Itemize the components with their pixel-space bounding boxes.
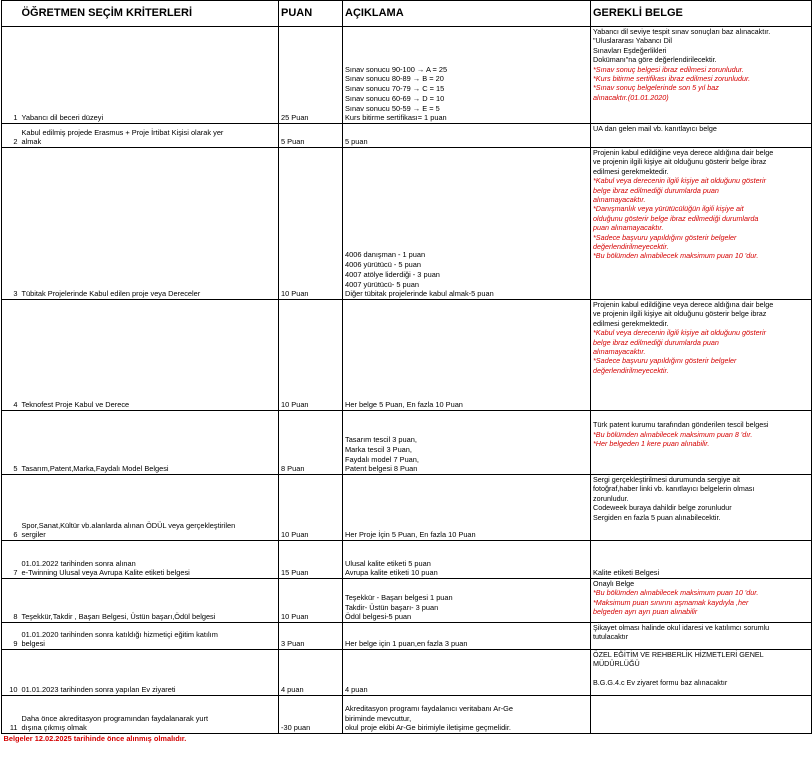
document-cell [591, 300, 812, 411]
document-cell [591, 475, 812, 541]
cell-line: 4006 danışman - 1 puan [345, 250, 426, 260]
document-line: Sergi gerçekleştirilmesi durumunda sergiye ait [593, 475, 741, 484]
description-cell [343, 579, 591, 623]
document-line: Yabancı dil seviye tespit sınav sonuçları baz alınacaktır. [593, 27, 771, 36]
cell-line: Patent belgesi 8 Puan [345, 464, 418, 474]
description-cell [343, 148, 591, 300]
document-line [593, 411, 809, 420]
cell-line: 01.01.2023 tarihinden sonra yapılan Ev ziyareti [21, 685, 176, 695]
description-cell [343, 696, 591, 734]
document-cell [591, 623, 812, 650]
document-line [593, 669, 809, 678]
row-number: 11 [2, 696, 20, 734]
document-line: Kalite etiketi Belgesi [593, 568, 660, 578]
document-line: Sergiden en fazla 5 puan alınabilecektir. [593, 512, 721, 522]
table-row [2, 650, 812, 696]
note-line: *Her belgeden 1 kere puan alınabilir. [593, 439, 710, 449]
document-line: Sınavları Eşdeğerlikleri [593, 45, 667, 55]
note-line: belge ibraz edilmediği durumlarda puan [593, 185, 719, 195]
note-line: *Sınav sonuç belgelerinde son 5 yıl baz [593, 83, 719, 93]
table-row [2, 124, 812, 148]
document-line: ve projenin ilgili kişiye ait olduğunu gösterir belge ibraz [593, 157, 767, 167]
cell-line: Ödül belgesi-5 puan [345, 612, 412, 622]
cell-line: Avrupa kalite etiketi 10 puan [345, 568, 438, 578]
document-line: Onaylı Belge [593, 579, 635, 588]
criteria-cell [20, 27, 279, 124]
footer-row [2, 734, 812, 746]
table-row [2, 148, 812, 300]
document-cell [591, 696, 812, 734]
cell-line: Yabancı dil beceri düzeyi [21, 113, 104, 123]
cell-line: okul proje ekibi Ar-Ge birimiyle iletişime geçmelidir. [345, 723, 511, 733]
header-number [2, 1, 20, 27]
cell-line: sergiler [21, 530, 46, 540]
table-row [2, 300, 812, 411]
cell-line: Akreditasyon programı faydalanıcı veritabanı Ar-Ge [345, 703, 514, 713]
document-line: zorunludur. [593, 493, 629, 503]
note-line: *Sınav sonuç belgesi ibraz edilmesi zorunludur. [593, 64, 744, 74]
note-line: belge ibraz edilmediği durumlarda puan [593, 337, 719, 347]
note-line: *Bu bölümden alınabilecek maksimum puan 8 'dır. [593, 429, 753, 439]
document-line: ÖZEL EĞİTİM VE REHBERLİK HİZMETLERİ GENEL [593, 650, 764, 659]
points-cell: 25 Puan [279, 27, 343, 124]
description-cell [343, 27, 591, 124]
document-line: MÜDÜRLÜĞÜ [593, 659, 640, 669]
cell-line: Sınav sonucu 60-69 → D = 10 [345, 93, 445, 103]
cell-line: belgesi [21, 639, 45, 649]
note-line: *Danışmanlık veya yürütücülüğün ilgili kişiye ait [593, 204, 744, 214]
document-line: Şikayet olması halinde okul idaresi ve katılımcı sorumlu [593, 623, 770, 632]
criteria-cell [20, 650, 279, 696]
table-row [2, 579, 812, 623]
row-number: 3 [2, 148, 20, 300]
table-row [2, 411, 812, 475]
description-cell [343, 124, 591, 148]
row-number: 8 [2, 579, 20, 623]
cell-line: Teknofest Proje Kabul ve Derece [21, 400, 130, 410]
document-line: Codeweek buraya dahildir belge zorunludur [593, 503, 732, 513]
cell-line: 4007 yürütücü- 5 puan [345, 279, 419, 289]
cell-line: Tasarım tescil 3 puan, [345, 435, 417, 445]
points-cell: -30 puan [279, 696, 343, 734]
note-line: *Kurs bitirme sertifikası ibraz edilmesi zorunludur. [593, 74, 751, 84]
cell-line: Spor,Sanat,Kültür vb.alanlarda alınan ÖDÜL veya gerçekleştirilen [21, 520, 236, 530]
description-cell [343, 411, 591, 475]
document-cell [591, 579, 812, 623]
row-number: 1 [2, 27, 20, 124]
note-line: alınamayacaktır. [593, 347, 646, 357]
cell-line: 4 puan [345, 685, 368, 695]
cell-line: Tübitak Projelerinde Kabul edilen proje veya Dereceler [21, 289, 201, 299]
cell-line: Takdir- Üstün başarı- 3 puan [345, 602, 439, 612]
note-line: olduğunu gösterir belge ibraz edilmediği durumlarda [593, 213, 759, 223]
criteria-table [1, 0, 812, 745]
description-cell [343, 475, 591, 541]
cell-line: Teşekkür,Takdir , Başarı Belgesi, Üstün başarı,Ödül belgesi [21, 612, 216, 622]
cell-line: Diğer tübitak projelerinde kabul almak-5 puan [345, 289, 494, 299]
cell-line: Her belge için 1 puan,en fazla 3 puan [345, 639, 468, 649]
criteria-cell [20, 579, 279, 623]
note-line: puan alınamayacaktır. [593, 223, 664, 233]
document-line: Projenin kabul edildiğine veya derece aldığına dair belge [593, 300, 774, 309]
document-line: tutulacaktır [593, 632, 629, 642]
points-cell: 5 Puan [279, 124, 343, 148]
cell-line: e-Twinning Ulusal veya Avrupa Kalite etiketi belgesi [21, 568, 190, 578]
cell-line: Her Proje İçin 5 Puan, En fazla 10 Puan [345, 530, 476, 540]
note-line: *Bu bölümden alınabilecek maksimum puan 10 'dur. [593, 251, 759, 261]
document-cell [591, 148, 812, 300]
row-number: 5 [2, 411, 20, 475]
cell-line: Faydalı model 7 Puan, [345, 454, 419, 464]
note-line: *Bu bölümden alınabilecek maksimum puan 10 'dur. [593, 588, 759, 598]
document-line: Türk patent kurumu tarafından gönderilen tescil belgesi [593, 420, 769, 430]
points-cell: 8 Puan [279, 411, 343, 475]
points-cell: 15 Puan [279, 541, 343, 579]
note-line: *Kabul veya derecenin ilgili kişiye ait olduğunu gösterir [593, 176, 766, 186]
document-line: fotoğraf,haber linki vb. kanıtlayıcı belgelerin olması [593, 484, 755, 494]
footer-note: Belgeler 12.02.2025 tarihinde önce alınmış olmalıdır. [3, 734, 187, 743]
document-line: Dokümanı"na göre değerlendirilecektir. [593, 55, 717, 65]
cell-line: Daha önce akreditasyon programından faydalanarak yurt [21, 713, 209, 723]
note-line: alınacaktır.(01.01.2020) [593, 92, 669, 102]
header-criteria: ÖĞRETMEN SEÇİM KRİTERLERİ [20, 1, 279, 27]
points-cell: 10 Puan [279, 300, 343, 411]
description-cell [343, 541, 591, 579]
document-line: "Uluslararası Yabancı Dil [593, 36, 672, 46]
document-line: Projenin kabul edildiğine veya derece aldığına dair belge [593, 148, 774, 157]
cell-line: dışına çıkmış olmak [21, 723, 87, 733]
table-row [2, 27, 812, 124]
criteria-cell [20, 541, 279, 579]
note-line: değerlendirilmeyecektir. [593, 242, 669, 252]
header-points: PUAN [279, 1, 343, 27]
document-cell [591, 650, 812, 696]
header-row [2, 1, 812, 27]
header-document: GEREKLİ BELGE [591, 1, 812, 27]
document-cell [591, 541, 812, 579]
cell-line: Sınav sonucu 50-59 → E = 5 [345, 103, 440, 113]
description-cell [343, 300, 591, 411]
description-cell [343, 623, 591, 650]
cell-line: Ulusal kalite etiketi 5 puan [345, 558, 431, 568]
points-cell: 4 puan [279, 650, 343, 696]
cell-line: 5 puan [345, 137, 368, 147]
row-number: 4 [2, 300, 20, 411]
cell-line: Sınav sonucu 80-89 → B = 20 [345, 74, 444, 84]
row-number: 2 [2, 124, 20, 148]
table-row [2, 623, 812, 650]
document-line: UA dan gelen mail vb. kanıtlayıcı belge [593, 124, 717, 133]
document-cell [591, 411, 812, 475]
cell-line: 4007 atölye liderdiği - 3 puan [345, 269, 440, 279]
cell-line: biriminde mevcuttur, [345, 713, 412, 723]
cell-line: 4006 yürütücü - 5 puan [345, 260, 422, 270]
document-line: B.G.G.4.c Ev ziyaret formu baz alınacaktır [593, 678, 728, 688]
cell-line: Kurs bitirme sertifikası= 1 puan [345, 113, 447, 123]
table-row [2, 541, 812, 579]
points-cell: 10 Puan [279, 148, 343, 300]
table-row [2, 696, 812, 734]
criteria-cell [20, 623, 279, 650]
points-cell: 10 Puan [279, 475, 343, 541]
cell-line: almak [21, 137, 42, 147]
row-number: 10 [2, 650, 20, 696]
criteria-cell [20, 411, 279, 475]
cell-line: 01.01.2022 tarihinden sonra alınan [21, 558, 136, 568]
criteria-cell [20, 475, 279, 541]
criteria-cell [20, 300, 279, 411]
document-line: ve projenin ilgili kişiye ait olduğunu gösterir belge ibraz [593, 309, 767, 319]
criteria-cell [20, 124, 279, 148]
cell-line: Her belge 5 Puan, En fazla 10 Puan [345, 400, 463, 410]
row-number: 7 [2, 541, 20, 579]
note-line: değerlendirilmeyecektir. [593, 365, 669, 375]
document-cell [591, 124, 812, 148]
criteria-cell [20, 696, 279, 734]
note-line: *Kabul veya derecenin ilgili kişiye ait olduğunu gösterir [593, 328, 766, 338]
note-line: *Sadece başvuru yapıldığını gösterir belgeler [593, 232, 737, 242]
note-line: alınamayacaktır. [593, 195, 646, 205]
cell-line: Sınav sonucu 70-79 → C = 15 [345, 84, 445, 94]
row-number: 9 [2, 623, 20, 650]
note-line: belgeden ayrı ayrı puan alınabilir [593, 607, 698, 617]
document-cell [591, 27, 812, 124]
points-cell: 3 Puan [279, 623, 343, 650]
cell-line: Tasarım,Patent,Marka,Faydalı Model Belgesi [21, 464, 169, 474]
cell-line: Sınav sonucu 90-100 → A = 25 [345, 64, 448, 74]
note-line: *Maksimum puan sınırını aşmamak kaydıyla ,her [593, 597, 749, 607]
document-line [593, 696, 809, 705]
row-number: 6 [2, 475, 20, 541]
cell-line: 01.01.2020 tarihinden sonra katıldığı hizmetiçi eğitim katılım [21, 629, 218, 639]
cell-line: Teşekkür - Başarı belgesi 1 puan [345, 592, 453, 602]
points-cell: 10 Puan [279, 579, 343, 623]
description-cell [343, 650, 591, 696]
cell-line: Kabul edilmiş projede Erasmus + Proje İrtibat Kişisi olarak yer [21, 127, 224, 137]
criteria-cell [20, 148, 279, 300]
header-description: AÇIKLAMA [343, 1, 591, 27]
document-line: edilmesi gerekmektedir. [593, 166, 669, 176]
cell-line: Marka tescil 3 Puan, [345, 444, 412, 454]
note-line: *Sadece başvuru yapıldığını gösterir belgeler [593, 356, 737, 366]
document-line: edilmesi gerekmektedir. [593, 318, 669, 328]
table-row [2, 475, 812, 541]
